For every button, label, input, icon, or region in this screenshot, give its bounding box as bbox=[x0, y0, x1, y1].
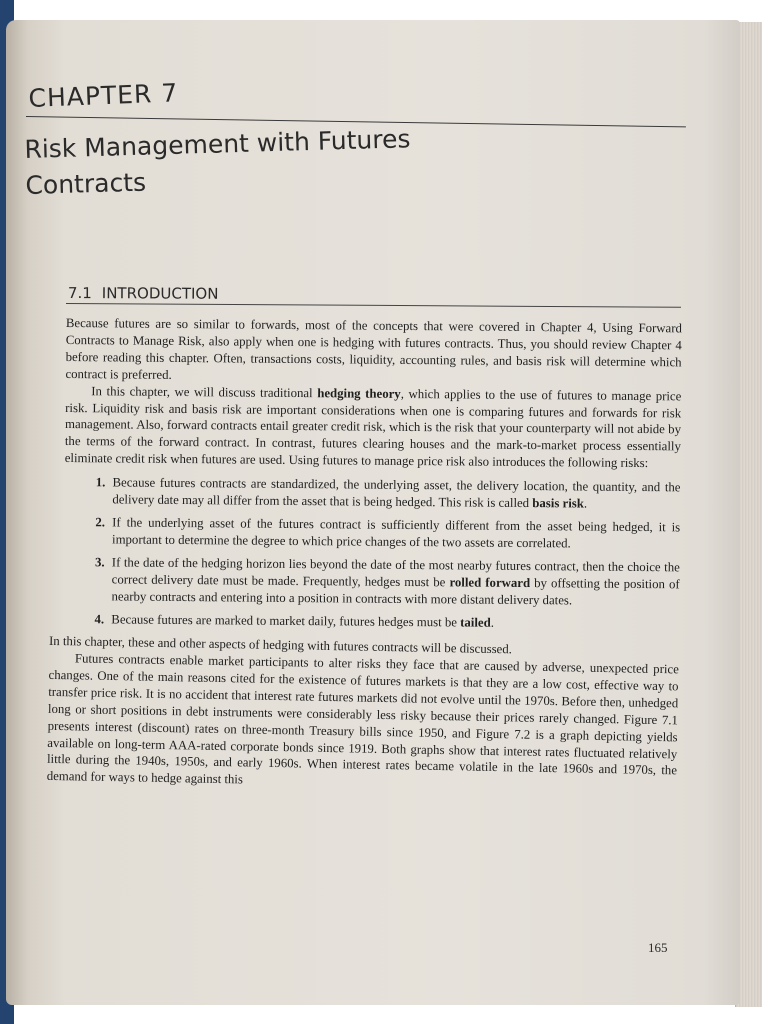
chapter-title-line1: Risk Management with Futures bbox=[24, 124, 411, 164]
chapter-label: CHAPTER 7 bbox=[28, 78, 179, 113]
list-item-4 bbox=[107, 611, 679, 633]
list-item-2: 2. If the underlying asset of the futures contract is sufficiently different from the asset being hedged, it is important to determine the degree to which price changes of the two assets are correlated. bbox=[108, 514, 680, 553]
rolled-forward-term: rolled forward bbox=[449, 575, 531, 590]
chapter-title bbox=[24, 119, 506, 204]
page-number: 165 bbox=[648, 940, 668, 955]
list-item-1-text-a: Because futures contracts are standardized, the underlying asset, the delivery location, the quantity, and the delivery date may all differ from the asset that is being hedged. This risk is called bbox=[112, 475, 681, 511]
body-text bbox=[46, 315, 682, 791]
list-item-1 bbox=[108, 475, 680, 514]
list-item-1-text-b: . bbox=[583, 496, 588, 511]
paragraph-2 bbox=[65, 383, 682, 473]
basis-risk-term: basis risk bbox=[532, 496, 584, 511]
paragraph-2-text-b: , which applies to the use of futures to manage price risk. Liquidity risk and basis risk are important considerations when one is comparing futures and forwards for risk management. Also, forward contracts entail greater credit risk, which is the risk that your counterparty will not abide by the terms of the forward contract. In contrast, futures clearing houses and the mark-to-market process essentially eliminate credit risk when futures are used. Using futures to manage price risk also introduces the following risks: bbox=[64, 386, 682, 471]
paragraph-3: In this chapter, these and other aspects of hedging with futures contracts will be discussed. bbox=[48, 634, 513, 657]
paragraph-4: Futures contracts enable market participants to alter risks they face that are caused by adverse, unexpected price changes. One of the main reasons cited for the existence of futures markets is that they are a low cost, effective way to transfer price risk. It is no accident that interest rate futures markets did not evolve until the 1970s. Before then, unhedged long or short positions in debt instruments were considerably less risky because their prices rarely changed. Figure 7.1 presents interest (discount) rates on three-month Treasury bills since 1950, and Figure 7.2 is a graph depicting yields available on long-term AAA-rated corporate bonds since 1919. Both graphs show that interest rates fluctuated relatively little during the 1940s, 1950s, and early 1960s. When interest rates became volatile in the late 1960s and 1970s, the demand for ways to hedge against this bbox=[46, 651, 679, 788]
list-item-4-text-a: Because futures are marked to market daily, futures hedges must be bbox=[111, 611, 461, 629]
hedging-theory-term: hedging theory bbox=[317, 385, 401, 401]
paragraph-2-text-a: In this chapter, we will discuss traditional bbox=[91, 383, 318, 400]
list-item-3-text-b: by offsetting the position of nearby contracts and entering into a position in contracts with more distant delivery dates. bbox=[111, 575, 680, 608]
chapter-title-line2: Contracts bbox=[25, 167, 147, 200]
list-item-3 bbox=[107, 554, 679, 610]
risk-list bbox=[63, 474, 680, 633]
list-item-4-text-b: . bbox=[490, 615, 495, 630]
section-heading bbox=[68, 284, 219, 303]
tailed-term: tailed bbox=[460, 614, 491, 630]
list-item-3-text-a: If the date of the hedging horizon lies beyond the date of the most nearby futures contract, then the choice the correct delivery date must be made. Frequently, hedges must be bbox=[111, 555, 680, 590]
section-number: 7.1 bbox=[67, 284, 92, 303]
paragraph-1: Because futures are so similar to forwards, most of the concepts that were covered in Chapter 4, Using Forward Contracts to Manage Risk, also apply when one is hedging with futures contracts. Thus, you should review Chapter 4 before reading this chapter. Often, transactions costs, liquidity, accounting rules, and basis risk will determine which contract is preferred. bbox=[65, 315, 682, 382]
section-title: INTRODUCTION bbox=[101, 284, 219, 303]
